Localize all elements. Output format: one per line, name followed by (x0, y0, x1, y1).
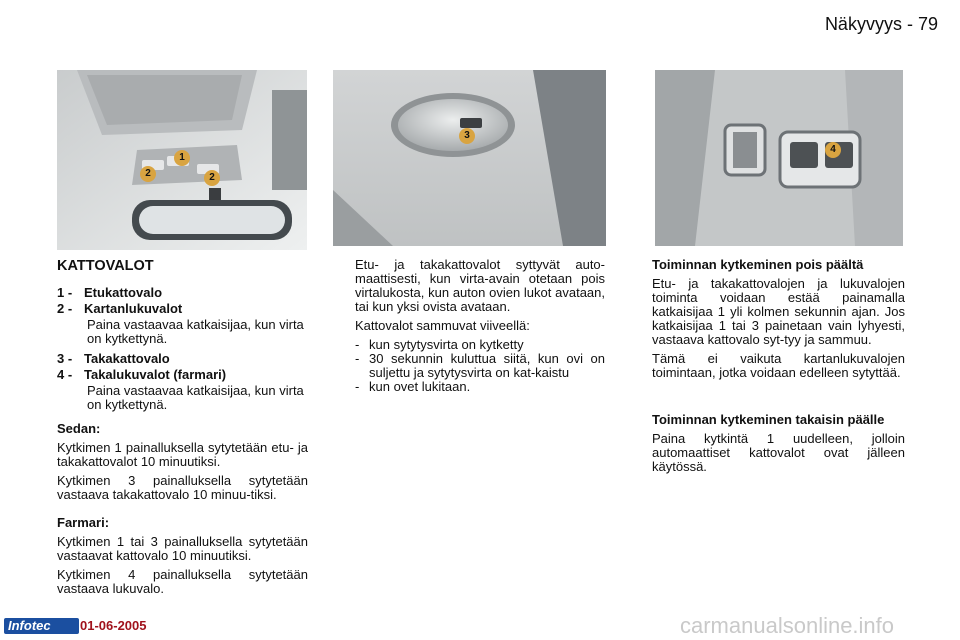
photo-rear-light (333, 70, 606, 246)
paragraph: Tämä ei vaikuta kartanlukuvalojen toimintaan, jotka voidaan edelleen sytyttää. (652, 351, 905, 380)
watermark: carmanualsonline.info (680, 613, 895, 638)
farmari-heading: Farmari: (57, 515, 110, 530)
list-item: 1 - Etukattovalo (57, 285, 163, 300)
list-item: 3 - Takakattovalo (57, 351, 170, 366)
list-item-note: Paina vastaavaa katkaisijaa, kun virta on kytkettynä. (87, 317, 304, 346)
enable-heading: Toiminnan kytkeminen takaisin päälle (652, 412, 885, 427)
paragraph: Etu- ja takakattovalot syttyvät auto-maattisesti, kun virta-avain otetaan pois virtalukosta, kun auton ovien lukot avataan, tai kun yksi ovista avataan. (355, 257, 605, 314)
paragraph: Paina kytkintä 1 uudelleen, jolloin automaattiset kattovalot ovat jälleen käytössä. (652, 431, 905, 474)
list-item: 4 - Takalukuvalot (farmari) (57, 367, 227, 382)
page-separator: - (906, 14, 918, 34)
photo-label-4: 4 (825, 142, 841, 158)
paragraph: Etu- ja takakattovalojen ja lukuvalojen toiminta voidaan estää painamalla katkaisijaa 1 yli kolmen sekunnin ajan. Jos katkaisijaa 1 tai 3 painetaan vain lyhyesti, vastaava kattovalo syt-tyy ja sammuu. (652, 276, 905, 347)
photo-label-3: 3 (459, 128, 475, 144)
bullet-item: - 30 sekunnin kuluttua siitä, kun ovi on suljettu ja sytytysvirta on kat-kaistu (355, 351, 605, 380)
photo-label-1: 1 (174, 150, 190, 166)
column-disable-lights (652, 258, 905, 479)
column-lights-list (57, 258, 308, 601)
sedan-heading: Sedan: (57, 421, 101, 436)
footer-date: 01-06-2005 (80, 618, 147, 633)
page-number: 79 (917, 14, 938, 34)
list-item: 2 - Kartanlukuvalot (57, 301, 183, 316)
column-automatic-lights (355, 258, 605, 394)
list-item-note: Paina vastaavaa katkaisijaa, kun virta on kytkettynä. (87, 383, 304, 412)
disable-heading: Toiminnan kytkeminen pois päältä (652, 257, 864, 272)
paragraph: Kytkimen 1 painalluksella sytytetään etu- ja takakattovalot 10 minuutiksi. (57, 440, 308, 469)
bullet-item: - kun sytytysvirta on kytketty (355, 337, 524, 352)
page-title: Näkyvyys (824, 14, 902, 34)
paragraph: Kytkimen 1 tai 3 painalluksella sytytetään vastaavat kattovalo 10 minuutiksi. (57, 534, 308, 563)
paragraph: Kytkimen 4 painalluksella sytytetään vastaava lukuvalo. (57, 567, 308, 596)
page-header (825, 14, 938, 34)
bullet-item: - kun ovet lukitaan. (355, 379, 471, 394)
photo-front-lights (57, 70, 307, 250)
photo-label-2a: 2 (140, 166, 156, 182)
paragraph: Kattovalot sammuvat viiveellä: (355, 318, 530, 333)
photo-label-2b: 2 (204, 170, 220, 186)
brand-badge: Infotec (4, 618, 79, 634)
photo-reading-light (655, 70, 903, 246)
section-heading: KATTOVALOT (57, 258, 154, 274)
paragraph: Kytkimen 3 painalluksella sytytetään vastaava takakattovalo 10 minuu-tiksi. (57, 473, 308, 502)
